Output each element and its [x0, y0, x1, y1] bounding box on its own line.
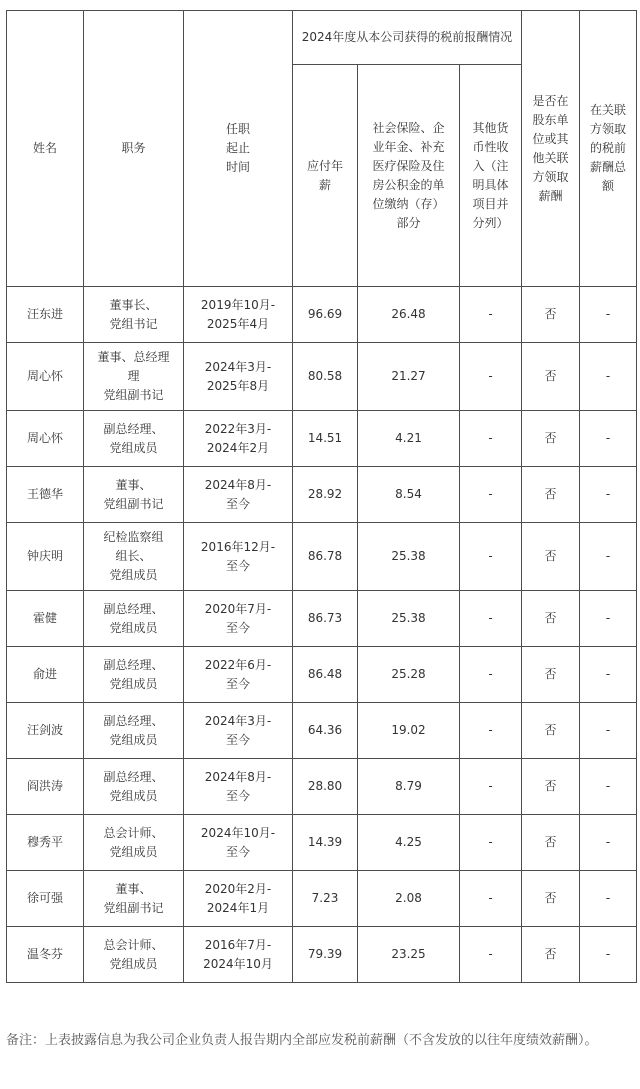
cell-salary: 86.73 [293, 591, 358, 647]
cell-name: 徐可强 [7, 871, 84, 927]
cell-social: 21.27 [358, 343, 460, 411]
cell-social: 8.54 [358, 467, 460, 523]
cell-term: 2022年3月- 2024年2月 [184, 411, 293, 467]
table-row [7, 703, 637, 759]
table-row [7, 815, 637, 871]
cell-social: 4.21 [358, 411, 460, 467]
cell-salary: 79.39 [293, 927, 358, 983]
cell-related-total: - [580, 703, 637, 759]
header-salary: 应付年薪 [293, 65, 358, 287]
cell-related-flag: 否 [522, 871, 580, 927]
cell-related-total: - [580, 647, 637, 703]
cell-related-total: - [580, 815, 637, 871]
cell-related-total: - [580, 523, 637, 591]
cell-term: 2024年10月- 至今 [184, 815, 293, 871]
cell-salary: 80.58 [293, 343, 358, 411]
header-row-group [7, 11, 637, 65]
cell-name: 周心怀 [7, 343, 84, 411]
cell-position: 董事、 党组副书记 [84, 871, 184, 927]
header-pay-group: 2024年度从本公司获得的税前报酬情况 [293, 11, 522, 65]
cell-term: 2016年7月- 2024年10月 [184, 927, 293, 983]
cell-other: - [460, 591, 522, 647]
cell-salary: 28.92 [293, 467, 358, 523]
header-position: 职务 [84, 11, 184, 287]
cell-social: 4.25 [358, 815, 460, 871]
cell-term: 2024年8月- 至今 [184, 467, 293, 523]
cell-position: 副总经理、 党组成员 [84, 703, 184, 759]
cell-other: - [460, 871, 522, 927]
cell-term: 2024年3月- 至今 [184, 703, 293, 759]
cell-other: - [460, 927, 522, 983]
cell-related-flag: 否 [522, 759, 580, 815]
cell-related-total: - [580, 411, 637, 467]
cell-related-flag: 否 [522, 927, 580, 983]
cell-salary: 96.69 [293, 287, 358, 343]
header-term: 任职 起止 时间 [184, 11, 293, 287]
header-name: 姓名 [7, 11, 84, 287]
cell-salary: 86.78 [293, 523, 358, 591]
cell-other: - [460, 759, 522, 815]
cell-name: 穆秀平 [7, 815, 84, 871]
cell-social: 23.25 [358, 927, 460, 983]
cell-salary: 64.36 [293, 703, 358, 759]
table-row [7, 467, 637, 523]
cell-related-flag: 否 [522, 343, 580, 411]
cell-position: 总会计师、 党组成员 [84, 927, 184, 983]
cell-position: 副总经理、 党组成员 [84, 411, 184, 467]
footnote: 备注：上表披露信息为我公司企业负责人报告期内全部应发税前薪酬（不含发放的以往年度绩效薪酬）。 [6, 1033, 598, 1048]
cell-term: 2020年2月- 2024年1月 [184, 871, 293, 927]
cell-social: 8.79 [358, 759, 460, 815]
table-row [7, 871, 637, 927]
cell-salary: 14.39 [293, 815, 358, 871]
cell-other: - [460, 647, 522, 703]
table-row [7, 759, 637, 815]
table-body [7, 287, 637, 983]
cell-name: 温冬芬 [7, 927, 84, 983]
header-social: 社会保险、企业年金、补充医疗保险及住房公积金的单位缴纳（存）部分 [358, 65, 460, 287]
header-related-flag: 是否在股东单位或其他关联方领取薪酬 [522, 11, 580, 287]
cell-position: 副总经理、 党组成员 [84, 591, 184, 647]
table-row [7, 287, 637, 343]
cell-term: 2022年6月- 至今 [184, 647, 293, 703]
table-row [7, 343, 637, 411]
table-row [7, 411, 637, 467]
salary-table [6, 10, 637, 983]
cell-related-flag: 否 [522, 647, 580, 703]
cell-social: 26.48 [358, 287, 460, 343]
cell-name: 阎洪涛 [7, 759, 84, 815]
table-row [7, 927, 637, 983]
cell-related-total: - [580, 759, 637, 815]
cell-other: - [460, 287, 522, 343]
cell-name: 周心怀 [7, 411, 84, 467]
cell-related-total: - [580, 871, 637, 927]
cell-name: 霍健 [7, 591, 84, 647]
cell-related-total: - [580, 287, 637, 343]
cell-term: 2016年12月- 至今 [184, 523, 293, 591]
cell-other: - [460, 815, 522, 871]
cell-related-flag: 否 [522, 467, 580, 523]
cell-related-flag: 否 [522, 703, 580, 759]
cell-name: 汪剑波 [7, 703, 84, 759]
cell-position: 总会计师、 党组成员 [84, 815, 184, 871]
cell-name: 俞进 [7, 647, 84, 703]
cell-related-total: - [580, 467, 637, 523]
cell-other: - [460, 523, 522, 591]
cell-position: 纪检监察组 组长、 党组成员 [84, 523, 184, 591]
cell-other: - [460, 343, 522, 411]
cell-other: - [460, 467, 522, 523]
cell-related-flag: 否 [522, 287, 580, 343]
cell-name: 钟庆明 [7, 523, 84, 591]
cell-term: 2020年7月- 至今 [184, 591, 293, 647]
cell-term: 2019年10月- 2025年4月 [184, 287, 293, 343]
cell-social: 25.28 [358, 647, 460, 703]
cell-social: 2.08 [358, 871, 460, 927]
cell-position: 副总经理、 党组成员 [84, 647, 184, 703]
header-related-total: 在关联方领取的税前薪酬总额 [580, 11, 637, 287]
cell-name: 汪东进 [7, 287, 84, 343]
cell-related-total: - [580, 927, 637, 983]
cell-term: 2024年3月- 2025年8月 [184, 343, 293, 411]
cell-social: 19.02 [358, 703, 460, 759]
table-row [7, 523, 637, 591]
cell-related-total: - [580, 343, 637, 411]
cell-position: 董事、总经理 理 党组副书记 [84, 343, 184, 411]
cell-related-flag: 否 [522, 815, 580, 871]
cell-salary: 7.23 [293, 871, 358, 927]
cell-position: 董事、 党组副书记 [84, 467, 184, 523]
cell-position: 副总经理、 党组成员 [84, 759, 184, 815]
cell-related-flag: 否 [522, 523, 580, 591]
cell-salary: 14.51 [293, 411, 358, 467]
cell-other: - [460, 411, 522, 467]
cell-position: 董事长、 党组书记 [84, 287, 184, 343]
cell-social: 25.38 [358, 523, 460, 591]
header-other: 其他货币性收入（注明具体项目并分列） [460, 65, 522, 287]
cell-salary: 86.48 [293, 647, 358, 703]
cell-related-flag: 否 [522, 411, 580, 467]
table-row [7, 647, 637, 703]
cell-social: 25.38 [358, 591, 460, 647]
cell-term: 2024年8月- 至今 [184, 759, 293, 815]
cell-name: 王德华 [7, 467, 84, 523]
cell-other: - [460, 703, 522, 759]
cell-related-flag: 否 [522, 591, 580, 647]
table-row [7, 591, 637, 647]
cell-related-total: - [580, 591, 637, 647]
cell-salary: 28.80 [293, 759, 358, 815]
